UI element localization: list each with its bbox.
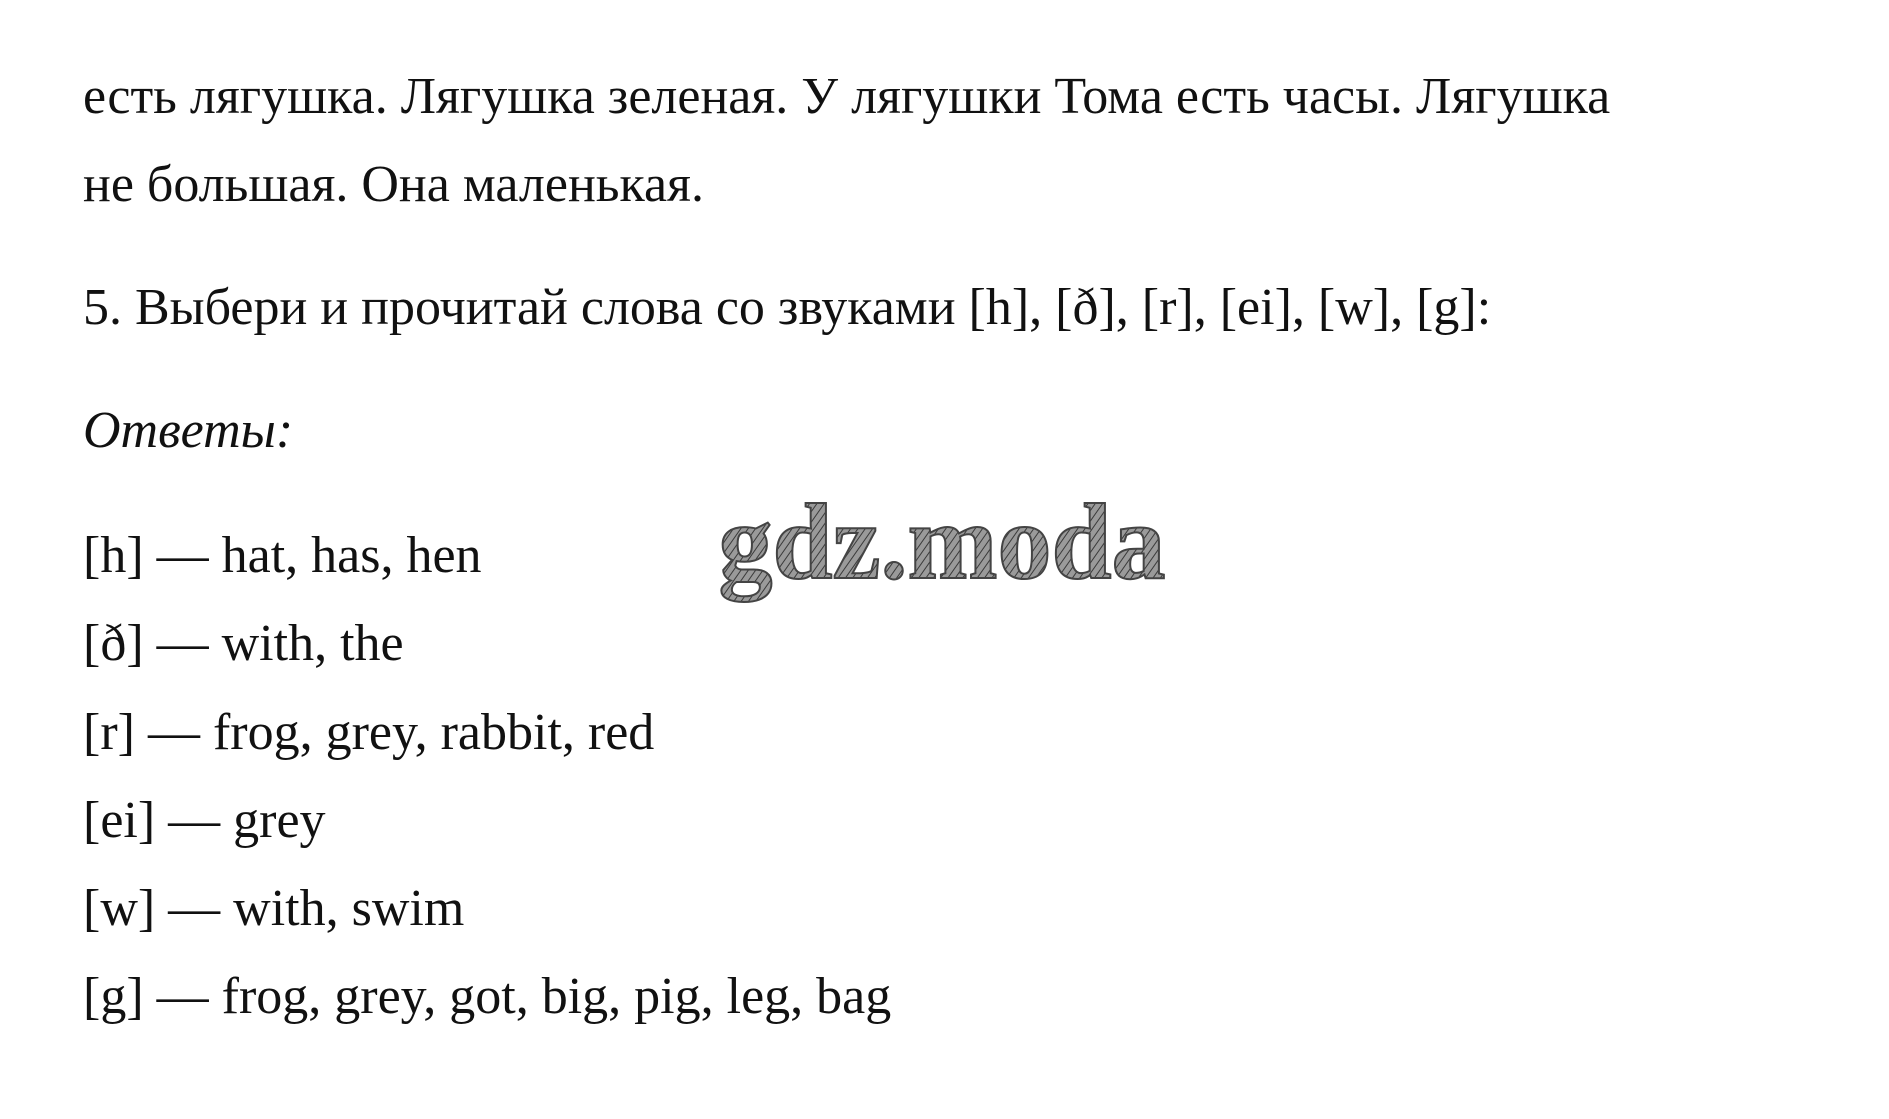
- watermark-text: gdz.moda: [718, 490, 1166, 602]
- answer-item-g: [g] — frog, grey, got, big, pig, leg, bag: [83, 968, 892, 1025]
- answer-item-ei: [ei] — grey: [83, 792, 326, 849]
- answer-item-w: [w] — with, swim: [83, 880, 465, 937]
- task-instruction: 5. Выбери и прочитай слова со звуками [h], [ð], [r], [ei], [w], [g]:: [83, 279, 1492, 336]
- answer-item-eth: [ð] — with, the: [83, 615, 404, 672]
- answers-heading: Ответы:: [83, 402, 294, 459]
- story-line-1: есть лягушка. Лягушка зеленая. У лягушки Тома есть часы. Лягушка: [83, 68, 1611, 125]
- answer-item-h: [h] — hat, has, hen: [83, 527, 482, 584]
- answer-item-r: [r] — frog, grey, rabbit, red: [83, 704, 655, 761]
- watermark-logo: [672, 490, 1212, 610]
- story-line-2: не большая. Она маленькая.: [83, 156, 704, 213]
